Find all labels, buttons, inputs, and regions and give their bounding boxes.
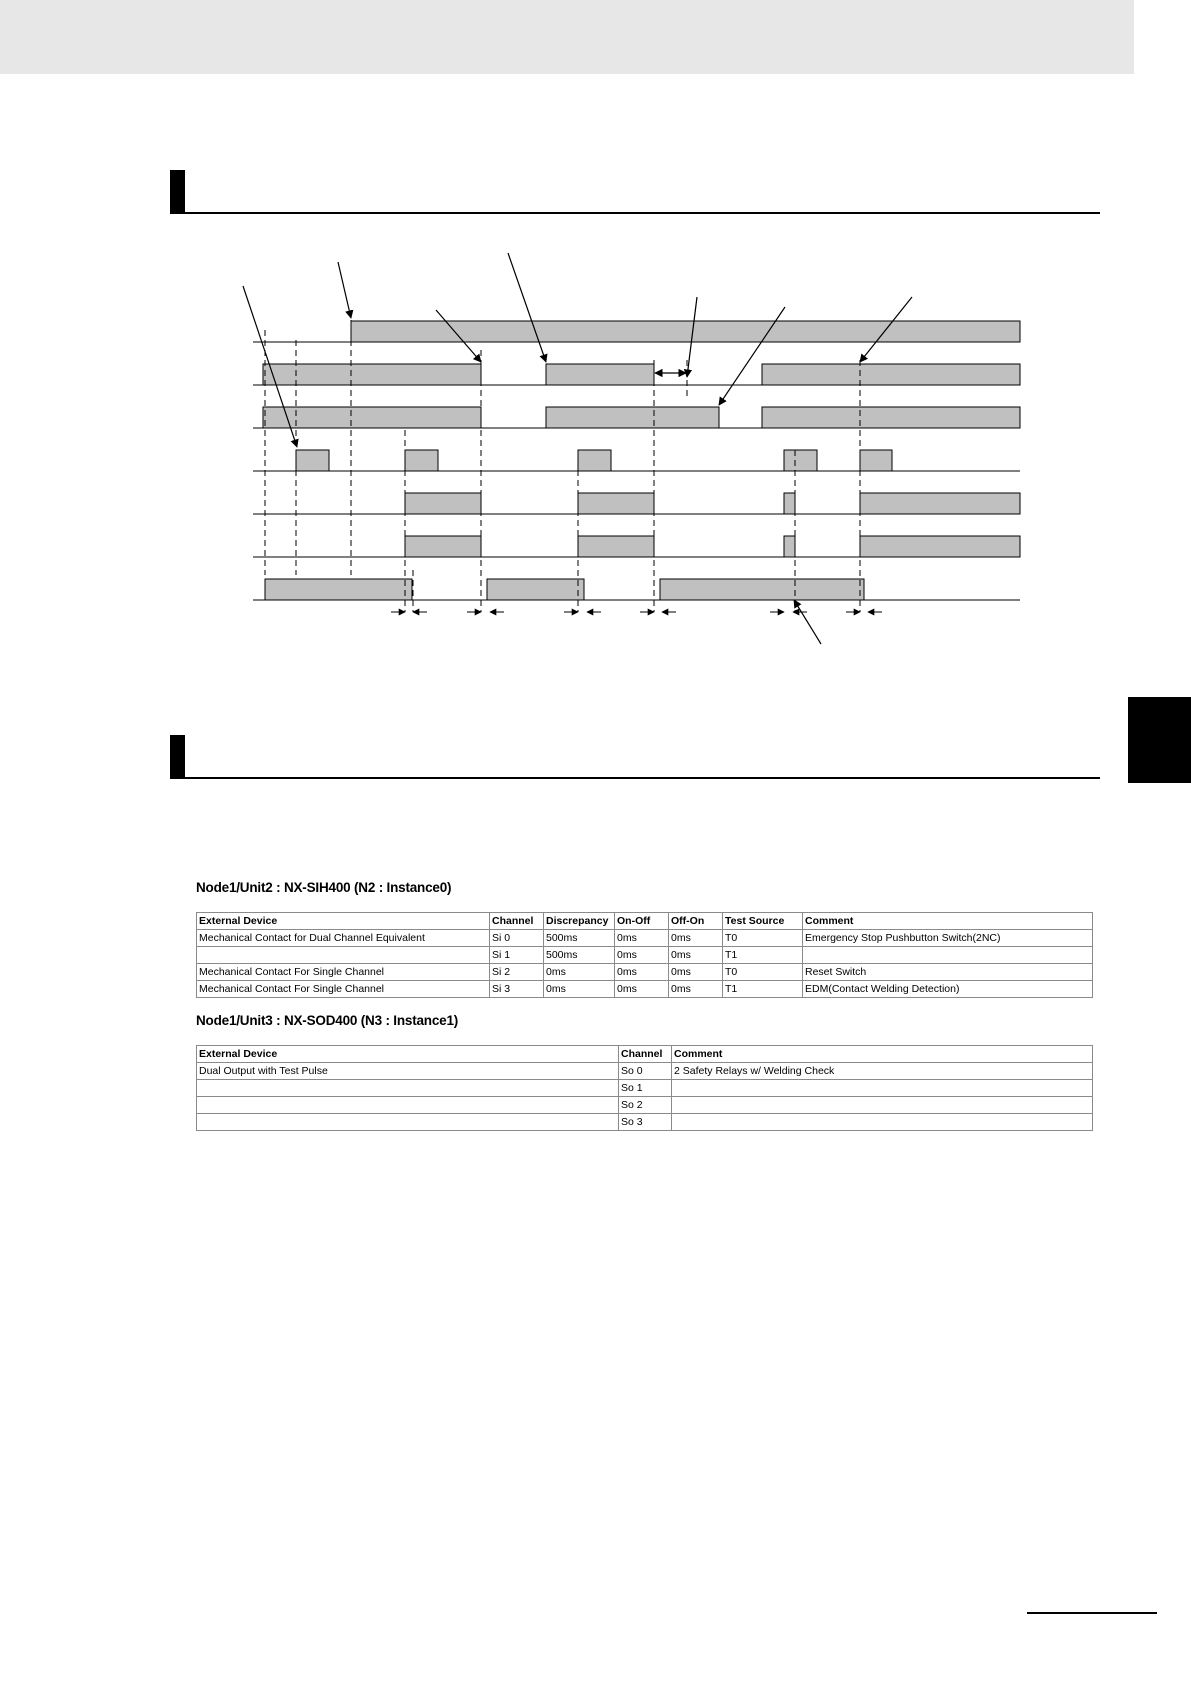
table-cell: Mechanical Contact for Dual Channel Equivalent <box>197 930 490 947</box>
signal-pulse <box>296 450 329 471</box>
timing-chart <box>0 0 1191 700</box>
table-cell: Reset Switch <box>803 964 1093 981</box>
signal-pulse <box>405 450 438 471</box>
section-heading-rule <box>170 777 1100 779</box>
column-header: External Device <box>197 913 490 930</box>
table-row <box>197 1114 1093 1131</box>
table-cell: T1 <box>723 981 803 998</box>
table-cell: 0ms <box>669 964 723 981</box>
signal-pulse <box>762 364 1020 385</box>
signal-pulse <box>405 536 481 557</box>
table1-title: Node1/Unit2 : NX-SIH400 (N2 : Instance0) <box>196 880 452 895</box>
table-cell: 0ms <box>669 947 723 964</box>
table-cell: 0ms <box>669 930 723 947</box>
table-row <box>197 930 1093 947</box>
signal-pulse <box>351 321 1020 342</box>
table-cell: Si 0 <box>490 930 544 947</box>
table-cell: So 2 <box>619 1097 672 1114</box>
signal-pulse <box>784 450 817 471</box>
column-header: Comment <box>672 1046 1093 1063</box>
column-header: Channel <box>619 1046 672 1063</box>
column-header: Comment <box>803 913 1093 930</box>
signal-pulse <box>546 364 654 385</box>
table2-title: Node1/Unit3 : NX-SOD400 (N3 : Instance1) <box>196 1013 459 1028</box>
table-row <box>197 1097 1093 1114</box>
signal-pulses <box>263 321 1020 600</box>
signal-pulse <box>265 579 412 600</box>
table-cell: 0ms <box>544 964 615 981</box>
footer-rule <box>1027 1612 1157 1614</box>
signal-pulse <box>578 450 611 471</box>
table-cell: So 0 <box>619 1063 672 1080</box>
table-cell: Si 1 <box>490 947 544 964</box>
signal-pulse <box>405 493 481 514</box>
table-cell: T0 <box>723 930 803 947</box>
signal-pulse <box>578 536 654 557</box>
table-cell <box>672 1114 1093 1131</box>
callout-arrow <box>794 600 821 644</box>
signal-pulse <box>784 536 795 557</box>
section-heading-block <box>170 735 185 779</box>
table-cell: 500ms <box>544 947 615 964</box>
table-cell <box>672 1097 1093 1114</box>
table-cell: EDM(Contact Welding Detection) <box>803 981 1093 998</box>
table-cell: 0ms <box>669 981 723 998</box>
table-cell: 500ms <box>544 930 615 947</box>
column-header: Off-On <box>669 913 723 930</box>
table-cell <box>197 947 490 964</box>
table-row <box>197 947 1093 964</box>
table-cell: T1 <box>723 947 803 964</box>
table-cell: 2 Safety Relays w/ Welding Check <box>672 1063 1093 1080</box>
table-cell: Mechanical Contact For Single Channel <box>197 964 490 981</box>
table-cell: So 1 <box>619 1080 672 1097</box>
table-cell: 0ms <box>615 964 669 981</box>
table-cell: Si 2 <box>490 964 544 981</box>
table-header-row <box>197 913 1093 930</box>
chapter-side-tab <box>1128 697 1191 783</box>
signal-pulse <box>762 407 1020 428</box>
table-cell: Emergency Stop Pushbutton Switch(2NC) <box>803 930 1093 947</box>
column-header: Channel <box>490 913 544 930</box>
signal-pulse <box>546 407 719 428</box>
table-header-row <box>197 1046 1093 1063</box>
event-dashed-lines <box>265 310 860 612</box>
callout-arrow <box>338 262 351 318</box>
column-header: On-Off <box>615 913 669 930</box>
callout-arrow <box>508 253 546 362</box>
table-cell: Dual Output with Test Pulse <box>197 1063 619 1080</box>
table-cell <box>197 1080 619 1097</box>
signal-pulse <box>860 450 892 471</box>
table-cell <box>803 947 1093 964</box>
table-row <box>197 1063 1093 1080</box>
table-cell: So 3 <box>619 1114 672 1131</box>
table-cell <box>672 1080 1093 1097</box>
signal-pulse <box>860 493 1020 514</box>
table-cell: T0 <box>723 964 803 981</box>
table-cell: 0ms <box>615 947 669 964</box>
signal-pulse <box>860 536 1020 557</box>
column-header: Discrepancy <box>544 913 615 930</box>
table-cell <box>197 1097 619 1114</box>
signal-pulse <box>784 493 795 514</box>
table-cell: 0ms <box>615 930 669 947</box>
section-heading-bar-settings <box>170 735 1100 779</box>
column-header: Test Source <box>723 913 803 930</box>
signal-pulse <box>487 579 584 600</box>
signal-pulse <box>660 579 864 600</box>
column-header: External Device <box>197 1046 619 1063</box>
table-cell: 0ms <box>544 981 615 998</box>
safety-output-table <box>196 1045 1093 1131</box>
table-row <box>197 1080 1093 1097</box>
signal-pulse <box>578 493 654 514</box>
table-row <box>197 964 1093 981</box>
table-cell: Mechanical Contact For Single Channel <box>197 981 490 998</box>
table-row <box>197 981 1093 998</box>
safety-input-table <box>196 912 1093 998</box>
table-cell: Si 3 <box>490 981 544 998</box>
table-cell: 0ms <box>615 981 669 998</box>
table-cell <box>197 1114 619 1131</box>
